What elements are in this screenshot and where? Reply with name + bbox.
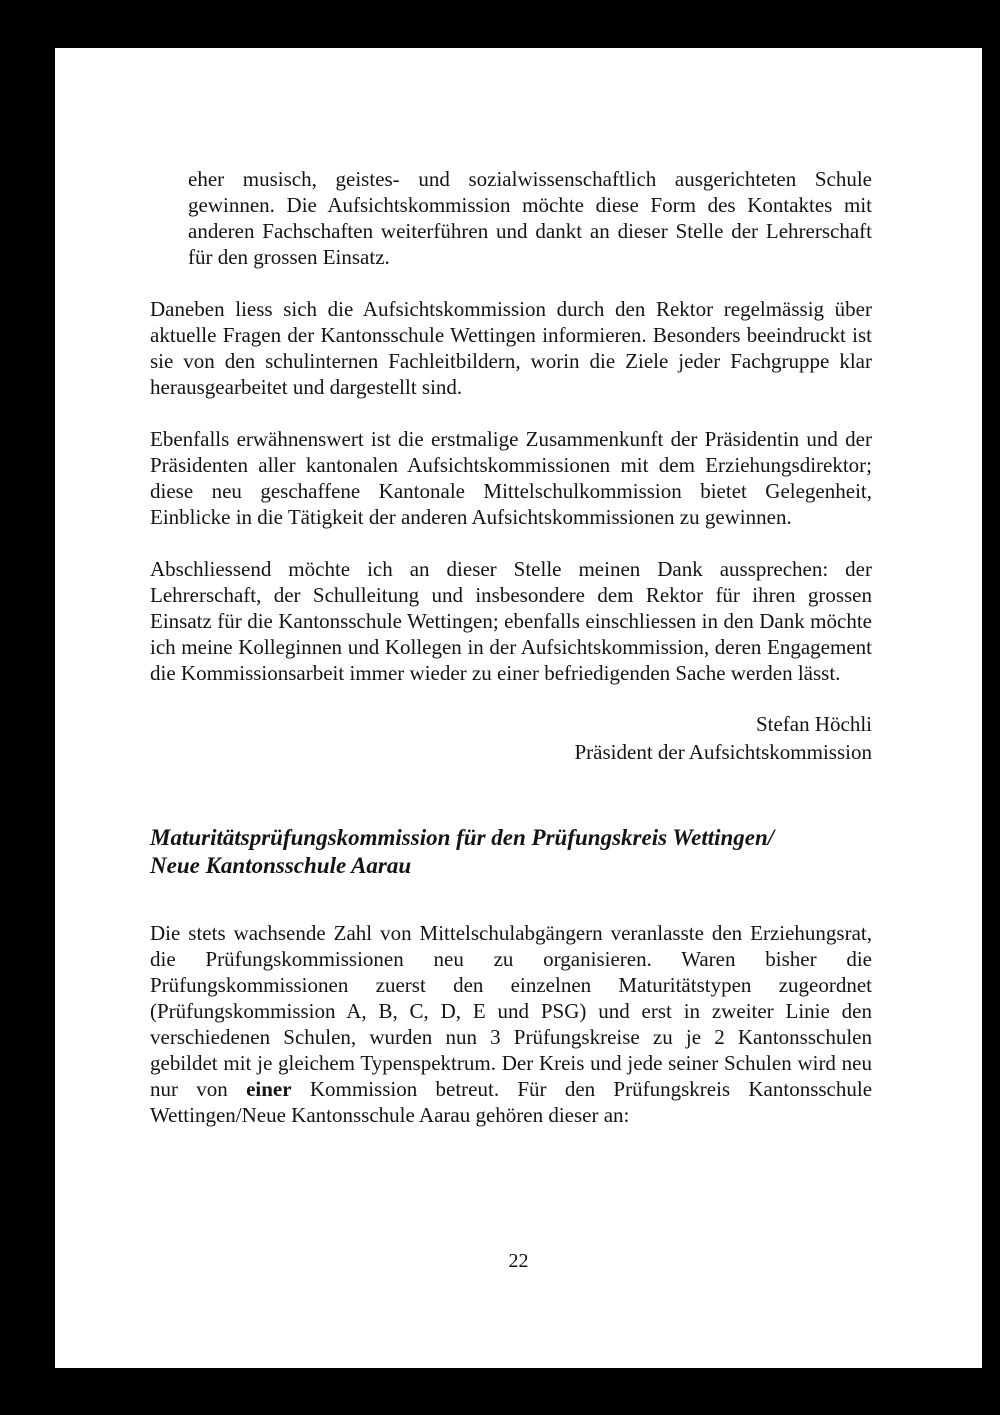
paragraph-3: Ebenfalls erwähnenswert ist die erstmalige Zusammenkunft der Präsidentin und der Präsidenten aller kantonalen Aufsichtskommissionen mit dem Erziehungsdirektor; diese neu geschaffene Kantonale Mittelschulkommission bietet Gelegenheit, Einblicke in die Tätigkeit der anderen Aufsichtskommissionen zu gewinnen.	[150, 427, 872, 529]
paragraph-4: Abschliessend möchte ich an dieser Stelle meinen Dank aussprechen: der Lehrerschaft, der Schulleitung und insbesondere dem Rektor für ihren grossen Einsatz für die Kantonsschule Wettingen; ebenfalls einschliessen in den Dank möchte ich meine Kolleginnen und Kollegen in der Aufsichtskommission, deren Engagement die Kommissionsarbeit immer wieder zu einer befriedigenden Sache werden lässt.	[150, 557, 872, 685]
signature-name: Stefan Höchli	[755, 712, 872, 736]
section-body	[150, 920, 872, 1128]
section-heading-line-2: Neue Kantonsschule Aarau	[150, 853, 412, 878]
signature-block	[150, 710, 872, 766]
signature-role: Präsident der Aufsichtskommission	[574, 740, 872, 764]
paragraph-1: eher musisch, geistes- und sozialwissenschaftlich ausgerichteten Schule gewinnen. Die Aufsichtskommission möchte diese Form des Kontaktes mit anderen Fachschaften weiterführen und dankt an dieser Stelle der Lehrerschaft für den grossen Einsatz.	[188, 167, 872, 269]
page-number: 22	[508, 1250, 529, 1272]
section-heading	[150, 824, 872, 880]
document-page	[55, 48, 982, 1368]
section-body-part-1: Die stets wachsende Zahl von Mittelschulabgängern veranlasste den Erziehungsrat, die Prüfungskommissionen neu zu organisieren. Waren bisher die Prüfungskommissionen zuerst den einzelnen Maturitätstypen zugeordnet (Prüfungskommission A, B, C, D, E und PSG) und erst in zweiter Linie den verschiedenen Schulen, wurden nun 3 Prüfungskreise zu je 2 Kantonsschulen gebildet mit je gleichem Typenspektrum. Der Kreis und jede seiner Schulen wird neu nur von	[150, 921, 872, 1101]
section-body-part-2: Kommission betreut. Für den Prüfungskreis Kantonsschule Wettingen/Neue Kantonsschule Aarau gehören dieser an:	[150, 1077, 873, 1127]
page-content	[150, 166, 872, 1128]
paragraph-2: Daneben liess sich die Aufsichtskommission durch den Rektor regelmässig über aktuelle Fragen der Kantonsschule Wettingen informieren. Besonders beeindruckt ist sie von den schulinternen Fachleitbildern, worin die Ziele jeder Fachgruppe klar herausgearbeitet und dargestellt sind.	[150, 297, 872, 399]
section-body-bold: einer	[246, 1077, 292, 1101]
section-heading-line-1: Maturitätsprüfungskommission für den Prüfungskreis Wettingen/	[150, 825, 775, 850]
